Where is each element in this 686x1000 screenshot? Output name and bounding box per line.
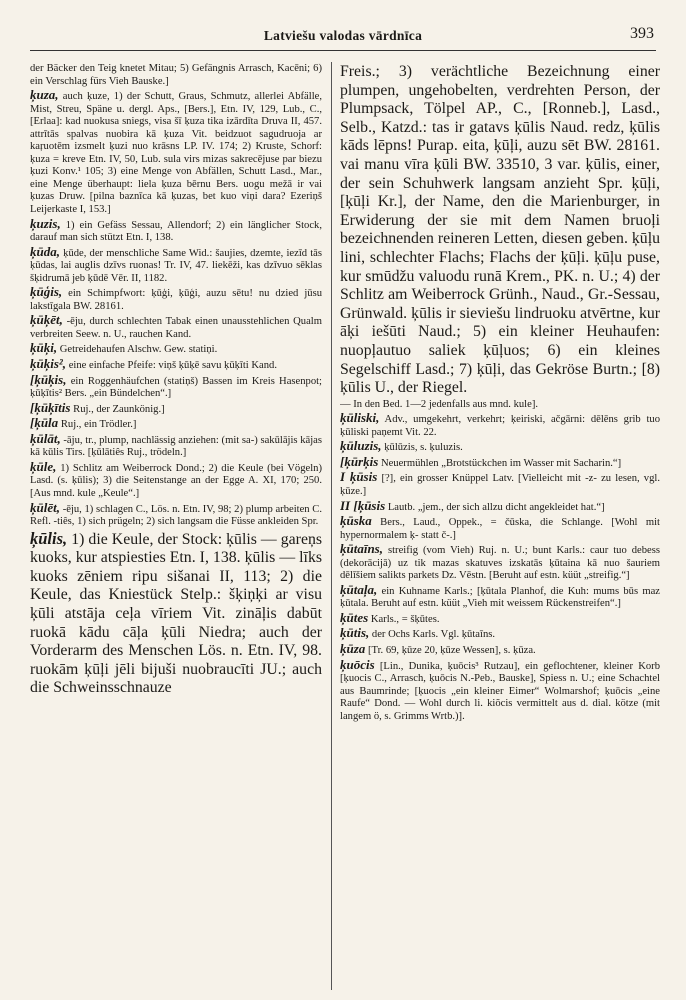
entry-headword: ķuza, bbox=[30, 87, 59, 103]
dictionary-entry bbox=[340, 656, 660, 724]
entry-text: ein Schimpfwort: ķūģi, ķūģi, auzu sētu! nu dzied jūsu lakstīgala BW. 28161. bbox=[30, 288, 322, 312]
entry-headword: ķūķis², bbox=[30, 356, 67, 372]
entry-text: 1) Schlitz am Weiberrock Dond.; 2) die Keule (bei Vögeln) Lasd. (s. ķūlis); 3) die Seitenstange an der Egge A. XI, 170; 250. [Aus mnd. kule „Keule“.] bbox=[30, 462, 322, 499]
dictionary-entry bbox=[30, 458, 322, 501]
dictionary-entry bbox=[30, 243, 322, 286]
entry-text: der Bäcker den Teig knetet Mitau; 5) Gefängnis Arrasch, Kacēni; 6) ein Verschlag fürs Vieh Bauske.] bbox=[30, 63, 322, 87]
entry-headword: I ķūsis bbox=[340, 469, 378, 485]
entry-headword: II [ķūsis bbox=[340, 497, 386, 513]
entry-headword: ķūza bbox=[340, 640, 366, 656]
dictionary-entry bbox=[340, 440, 660, 455]
entry-headword: [ķūķis, bbox=[30, 371, 67, 387]
entry-text: Ruj., der Zaunkönig.] bbox=[73, 403, 165, 415]
entry-headword: ķūlāt, bbox=[30, 430, 61, 446]
dictionary-entry bbox=[30, 286, 322, 313]
dictionary-entry bbox=[340, 640, 660, 658]
entry-text: 1) ein Gefäss Sessau, Allendorf; 2) ein länglicher Stock, darauf man sich stützt Etn. I, 138. bbox=[30, 219, 322, 244]
dictionary-entry bbox=[340, 497, 660, 515]
entry-text: Karls., = šķūtes. bbox=[370, 613, 440, 625]
dictionary-entry bbox=[30, 358, 322, 373]
entry-text: [?], ein grosser Knüppel Latv. [Vielleicht mit -z- zu lesen, vgl. ķūze.] bbox=[340, 473, 660, 497]
dictionary-entry bbox=[30, 63, 322, 88]
entry-headword: ķūķēt, bbox=[30, 312, 63, 328]
dictionary-entry bbox=[340, 627, 660, 642]
entry-text: -ēju, 1) schlagen C., Lös. n. Etn. IV, 98; 2) plump arbeiten C. Refl. -tiês, 1) sich prügeln; 2) sich langsam die Füsse ankleiden Spr. bbox=[30, 503, 322, 528]
dictionary-entry bbox=[30, 499, 322, 529]
entry-headword: ķūda, bbox=[30, 243, 60, 259]
entry-text: ķūlūzis, s. ķuluzis. bbox=[384, 442, 463, 454]
entry-headword: ķūluzis, bbox=[340, 438, 382, 454]
entry-headword: ķūtes bbox=[340, 609, 369, 625]
entry-text: ein Roggenhäufchen (statiņš) Bassen im Kreis Hasenpot; ķūķītis² Bers. „ein Bündelchen“.] bbox=[30, 375, 322, 400]
entry-headword: ķūlis, bbox=[30, 528, 68, 548]
entry-headword: ķuzis, bbox=[30, 215, 61, 231]
entry-headword: ķuōcis bbox=[340, 656, 375, 672]
entry-headword: ķūķi, bbox=[30, 340, 58, 356]
entry-headword: ķūlēt, bbox=[30, 499, 60, 515]
dictionary-entry bbox=[340, 412, 660, 439]
entry-text: ķūde, der menschliche Same Wid.: šaujies, dzemte, iezīd tās ķūdas, lai auglis dzīvs ruonas! Tr. IV, 47. liekēži, kas dzīvuo sēklas šķidrumā jeb ķūdē Vēr. II, 1182. bbox=[30, 247, 322, 284]
entry-text: eine einfache Pfeife: viņš ķūķē savu ķūķīti Kand. bbox=[68, 360, 277, 372]
right-column bbox=[340, 63, 660, 994]
entry-text: Freis.; 3) verächtliche Bezeichnung einer plumpen, ungehobelten, verdrehten Person, der Plumpsack, Tölpel AP., C., [Ronneb.], Lasd., Selb., Katzd.: tas ir gatavs ķūlis Naud. redz, ķūlis kāds lēpns! Purap. eita, ķūļi, auzu sēt BW. 28161. vai manu vīra ķūli BW. 33510, 3 var. ķūlis, einer, der sein Schuhwerk langsam anzieht Spr. ķūļi, [ķūļi Kr.], der Name, den die Marienburger, in Erwiderung der sie mit dem Namen bruoļi bezeichnenden reineren Letten, diesen geben. ķūļu lini, schlechter Flachs; Flachs der ķūļi. ķūļu puse, kur smūdžu valuodu runā Krem., PK. n. U.; 4) der Schlitz am Weiberrock Grünh., Naud., Gr.-Sessau, Grünwald. ķūlis ir sieviešu lindruoku atvērtne, kur āķi iešūti Naud.; 5) ein kleiner Heuhaufen: nuopļautuo saliek ķūļuos; 6) ein kleines Segelschiff Lasd.; 7) ķūļi, das Gekröse Burtn.; [8) ķūlis U., der Riegel. bbox=[340, 63, 660, 397]
entry-headword: ķūģis, bbox=[30, 284, 63, 300]
entry-text: ein Kuhname Karls.; [ķūtala Planhof, die Kuh: mums būs maz ķūtala. Beruht auf estn. küüt „Vieh mit weissem Rückenstreifen“.] bbox=[340, 585, 660, 610]
dictionary-entry bbox=[340, 63, 660, 398]
dictionary-entry bbox=[340, 543, 660, 583]
page-header bbox=[30, 25, 656, 51]
dictionary-entry bbox=[340, 609, 660, 627]
entry-headword: ķūtaļa, bbox=[340, 581, 378, 597]
entry-headword: [ķūrķis bbox=[340, 453, 379, 469]
dictionary-title: Latviešu valodas vārdnīca bbox=[263, 28, 423, 43]
dictionary-entry bbox=[30, 342, 322, 357]
entry-headword: ķūtis, bbox=[340, 625, 370, 641]
entry-headword: ķūle, bbox=[30, 458, 57, 474]
entry-text: streifig (vom Vieh) Ruj. n. U.; bunt Karls.: caur tuo debess (dekorācijā) uz tik mazas skatuves izskatās ķūtaina kā nuo šauriem dēlīšiem salikts parkets Dz. Vēstn. [Beruht auf estn. küüt „streifig.“] bbox=[340, 545, 660, 582]
entry-headword: ķūska bbox=[340, 513, 372, 529]
entry-text: Neuermühlen „Brotstückchen im Wasser mit Sacharin.“] bbox=[380, 457, 622, 469]
entry-text: der Ochs Karls. Vgl. ķūtaīns. bbox=[371, 629, 496, 641]
entry-headword: ķūliski, bbox=[340, 410, 380, 426]
entry-text: [Tr. 69, ķūze 20, ķūze Wessen], s. ķūza. bbox=[367, 644, 536, 656]
entry-text: [Lin., Dunika, ķuōcis³ Rutzau], ein geflochtener, kleiner Korb [ķuocis C., Arrasch, ķuōcis N.-Peb., Bauske], Spiess n. U.; eine Schachtel aus Baumrinde; [ķuocis „ein kleiner Eimer“ Wolmarshof; ķuōcis „eine Raufe“ Dond. — Wohl durch li. kiõcis vermittelt aus d. dial. kötze (mit langem ö, s. Grimms Wrtb.)]. bbox=[340, 660, 660, 722]
dictionary-entry bbox=[30, 430, 322, 460]
entry-text: auch ķuze, 1) der Schutt, Graus, Schmutz, allerlei Abfälle, Mist, Streu, Späne u. dergl. Aps., [Bers.], Etn. IV, 129, Lub., C., [Erlaa]: kad nuokusa sniegs, visa šī ķuza tika izārdīta Druva II, 457. attrītās spalvas nuobira kā ķuza Vit. beidzuot sagudruoja ar kaŗuotēm izsmelt ķuzi nuo krāsns LP. IV. 174; 2) Kruste, Schorf: ķuza = kreve Etn. IV, 50, Lub. sula virs mizas sakrecējuse par biezu ķuzi Konv.¹ 105; 3) eine Menge von Abfällen, Schutt Lasd., Mar., eine Menge überhaupt: liela ķuza bērnu Bers. uogu mežā ir vai ķuzas Druw. [pilna baznīca kā ķuzas, bet kuo viņi dara? Ezeriņš Leijerkaste I, 153.] bbox=[30, 91, 322, 216]
dictionary-entry bbox=[30, 417, 322, 432]
entry-headword: ķūtaīns, bbox=[340, 541, 383, 557]
entry-text: — In den Bed. 1—2 jedenfalls aus mnd. kule]. bbox=[340, 398, 539, 410]
dictionary-entry bbox=[340, 453, 660, 471]
dictionary-entry bbox=[30, 371, 322, 401]
entry-text: Bers., Laud., Oppek., = čūska, die Schlange. [Wohl mit hypernormalem ķ- statt č-.] bbox=[340, 517, 660, 541]
column-divider bbox=[331, 62, 332, 990]
entry-text: Adv., umgekehrt, verkehrt; ķeiriski, ačgārni: dēlēns grib tuo ķūliski paņemt Vit. 22. bbox=[340, 414, 660, 438]
left-column bbox=[30, 63, 322, 994]
dictionary-entry bbox=[30, 89, 322, 216]
dictionary-entry bbox=[30, 215, 322, 245]
dictionary-entry bbox=[340, 399, 660, 412]
entry-text: Lautb. „jem., der sich allzu dicht angekleidet hat.“] bbox=[387, 501, 605, 513]
entry-text: Getreidehaufen Alschw. Gew. statiņi. bbox=[59, 344, 218, 356]
page-number: 393 bbox=[630, 25, 654, 42]
entry-headword: [ķūla bbox=[30, 415, 59, 431]
dictionary-entry bbox=[30, 530, 322, 698]
dictionary-entry bbox=[340, 471, 660, 498]
dictionary-entry bbox=[30, 399, 322, 417]
entry-text: -ēju, durch schlechten Tabak einen unausstehlichen Qualm verbreiten Seew. n. U., rauchen Kand. bbox=[30, 316, 322, 340]
entry-text: -āju, tr., plump, nachlässig anziehen: (mit sa-) sakūlājis kājas kā kūlis Tirs. [ķūlātiês Ruj., trödeln.] bbox=[30, 434, 322, 459]
dictionary-entry bbox=[30, 314, 322, 341]
entry-text: Ruj., ein Trödler.] bbox=[60, 419, 137, 431]
entry-headword: [ķūķītis bbox=[30, 399, 71, 415]
dictionary-entry bbox=[340, 515, 660, 542]
entry-text: 1) die Keule, der Stock: ķūlis — gareņs kuoks, kur atspiesties Etn. I, 138. ķūlis — līks kuoks zēniem ripu sišanai II, 113; 2) die Keule, das Kniestück Stelp.: šķiņķi ar visu ķūli atstāja ceļa vīriem Vit. zināļis dabūt ruokā kādu cāļa ķūli Niedra; auch der Vorderarm des Menschen Lös. n. Etn. IV, 98. ruokām ķūļi jēli bijuši nuobraucīti JU.; auch die Schweinsschnauze bbox=[30, 530, 322, 697]
dictionary-entry bbox=[340, 581, 660, 611]
